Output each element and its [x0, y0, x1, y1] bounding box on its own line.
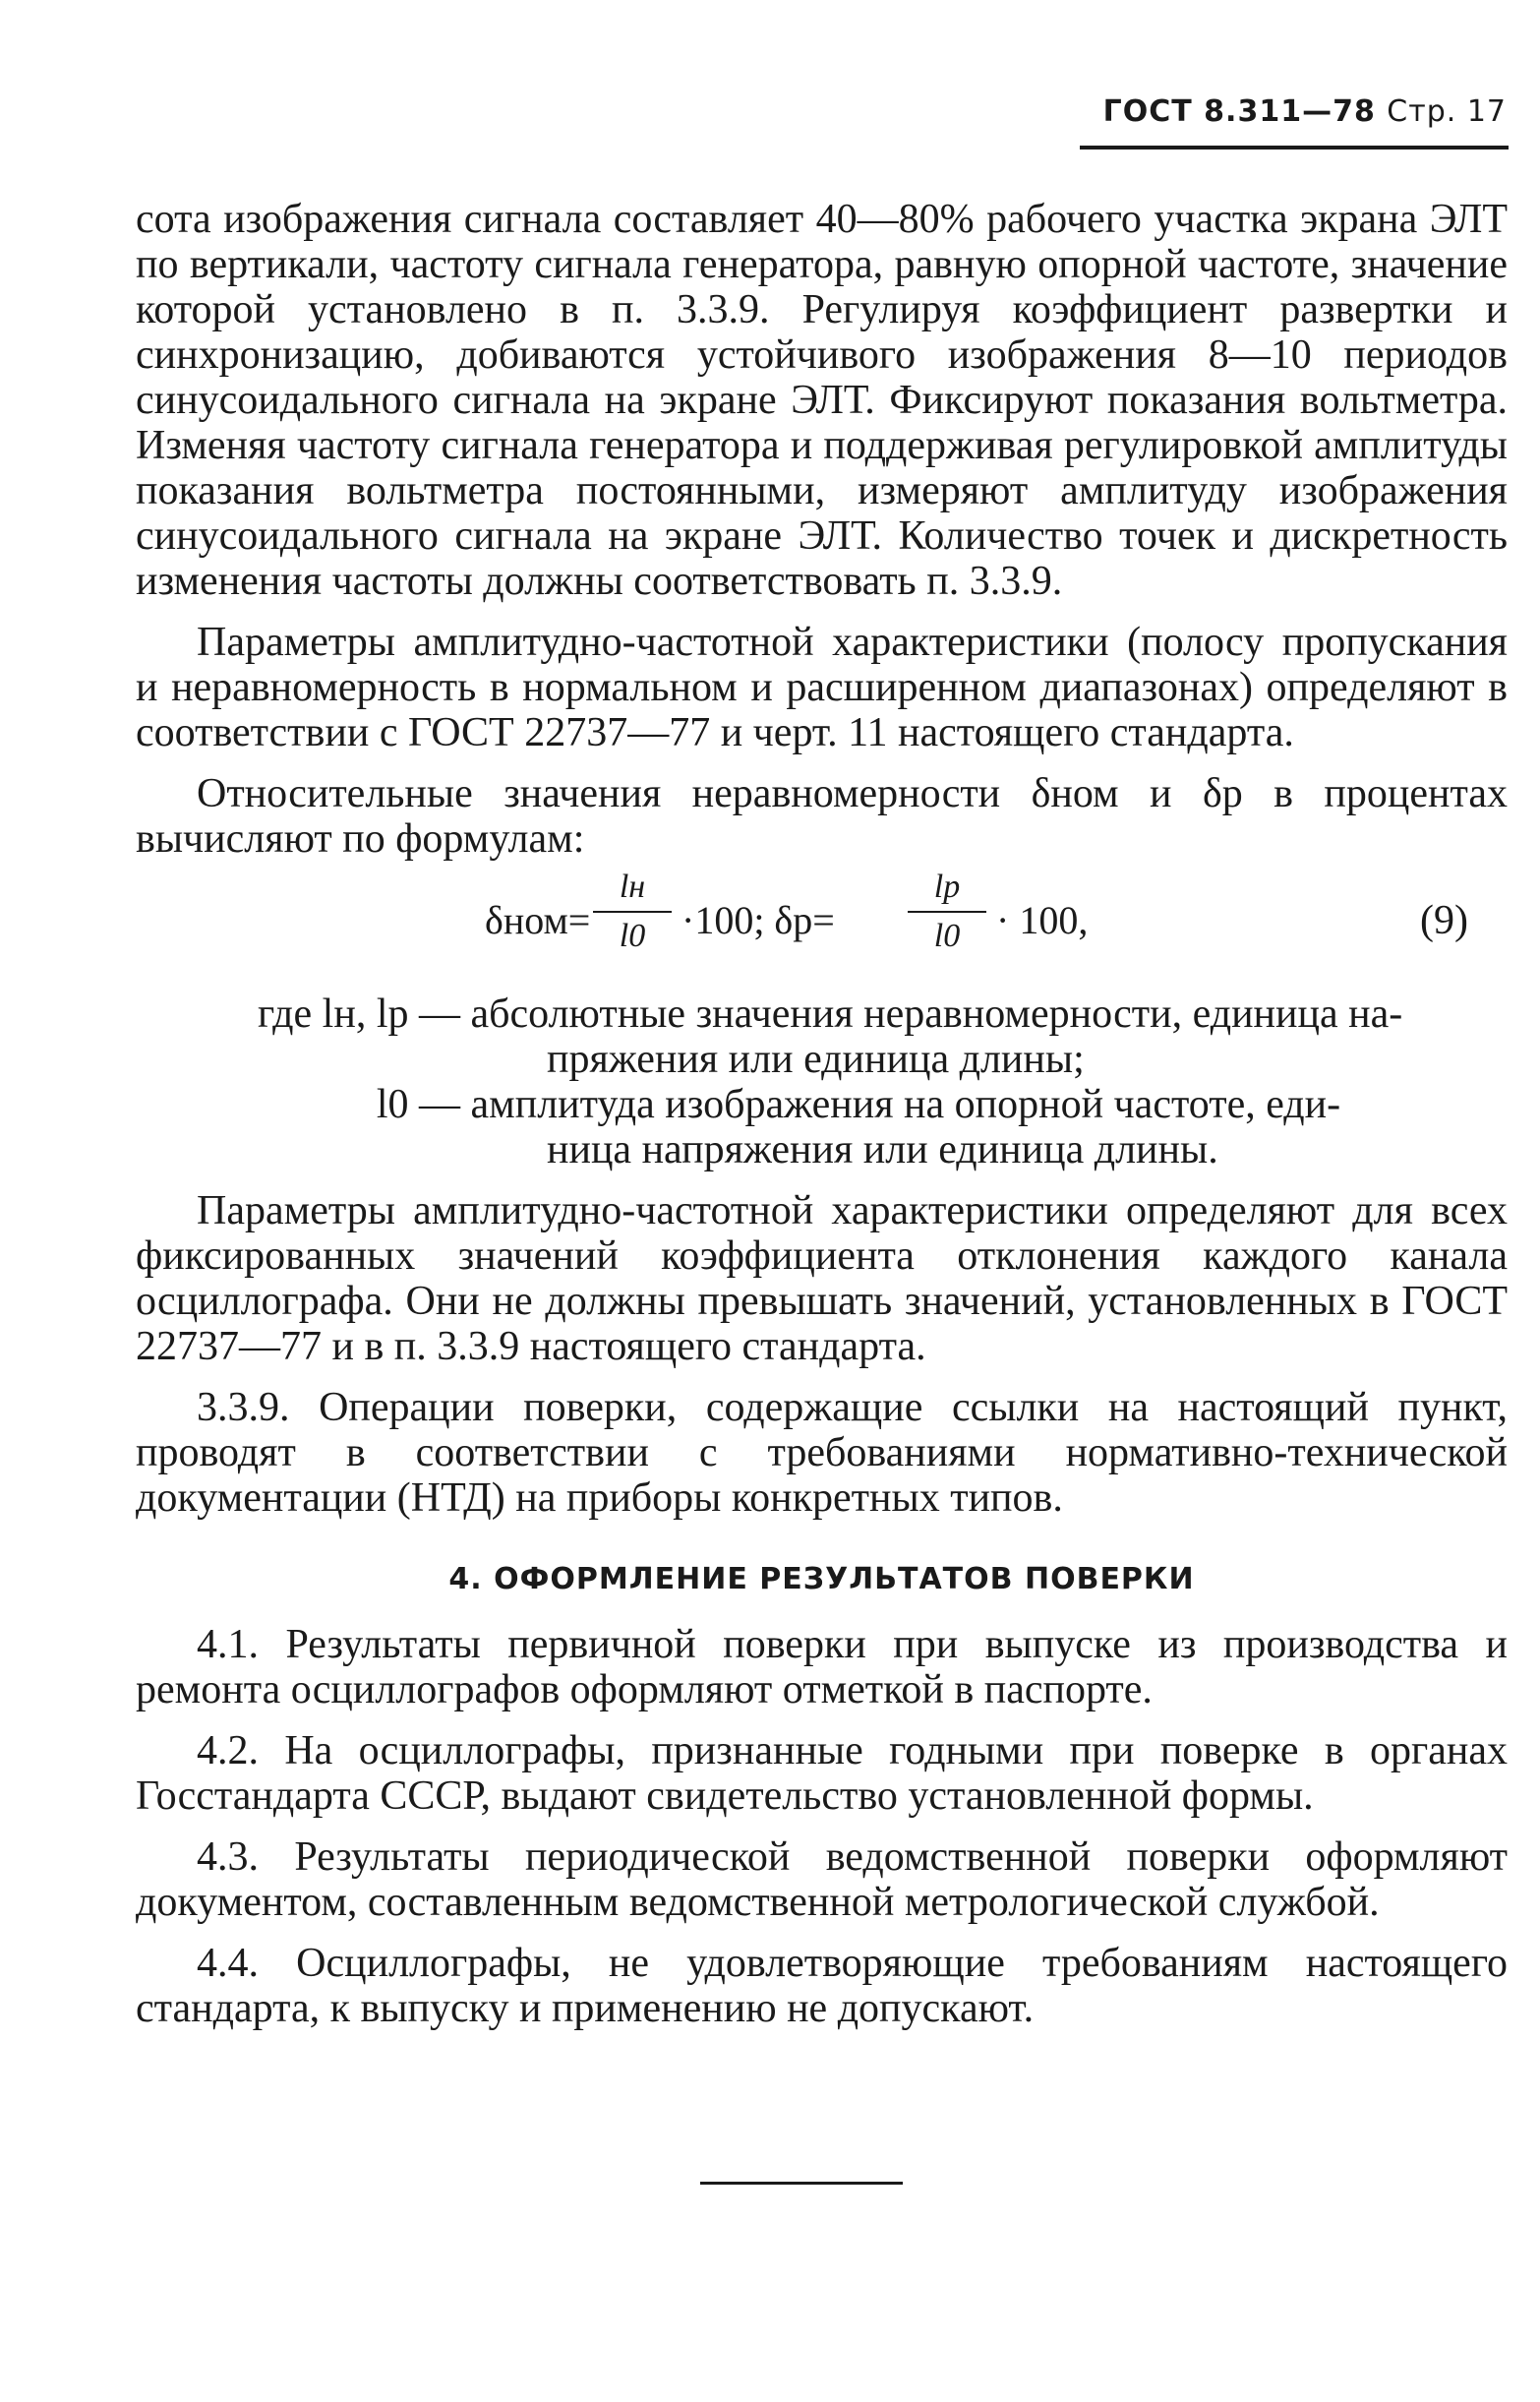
item-4-2: 4.2. На осциллографы, признанные годными при поверке в органах Госстандарта СССР, выдают свидетельство установленной формы.: [136, 1728, 1508, 1819]
where-term-2: l0 —: [376, 1082, 460, 1127]
fraction-p: [908, 868, 986, 956]
formula-lhs-nom: δном=: [485, 898, 591, 942]
where-term-1: где lн, lр —: [258, 991, 460, 1037]
paragraph-relative-values: Относительные значения неравномерности δном и δр в процентах вычисляют по формулам:: [136, 771, 1508, 862]
equation-number: (9): [1420, 898, 1468, 943]
paragraph-3-3-9: 3.3.9. Операции поверки, содержащие ссылки на настоящий пункт, проводят в соответствии с требованиями нормативно-технической документации (НТД) на приборы конкретных типов.: [136, 1385, 1508, 1521]
where-desc-1-cont: пряжения или единица длины;: [547, 1037, 1085, 1082]
page-body: [136, 197, 1508, 2031]
item-4-4: 4.4. Осциллографы, не удовлетворяющие требованиям настоящего стандарта, к выпуску и применению не допускают.: [136, 1941, 1508, 2031]
denominator-l0: l0: [619, 918, 646, 954]
paragraph-afc-limits: Параметры амплитудно-частотной характеристики определяют для всех фиксированных значений коэффициента отклонения каждого канала осциллографа. Они не должны превышать значений, установленных в ГОСТ 22737—77 и в п. 3.3.9 настоящего стандарта.: [136, 1188, 1508, 1369]
paragraph-afc-parameters: Параметры амплитудно-частотной характеристики (полосу пропускания и неравномерность в нормальном и расширенном диапазонах) определяют в соответствии с ГОСТ 22737—77 и черт. 11 настоящего стандарта.: [136, 620, 1508, 755]
item-4-1: 4.1. Результаты первичной поверки при выпуске из производства и ремонта осциллографов оформляют отметкой в паспорте.: [136, 1622, 1508, 1712]
fraction-nom: [593, 868, 672, 956]
formula-9: [136, 868, 1508, 978]
page-number: Стр. 17: [1387, 94, 1507, 129]
formula-middle: ·100; δр=: [681, 898, 835, 942]
header-rule: [1080, 146, 1509, 150]
where-desc-1: абсолютные значения неравномерности, единица на-: [470, 991, 1403, 1037]
where-block: [136, 991, 1508, 1172]
numerator-lp: lр: [933, 869, 961, 905]
where-desc-2: амплитуда изображения на опорной частоте, еди-: [470, 1082, 1341, 1127]
item-4-3: 4.3. Результаты периодической ведомственной поверки оформляют документом, составленным ведомственной метрологической службой.: [136, 1834, 1508, 1925]
numerator-ln: lн: [619, 869, 646, 905]
standard-number: ГОСТ 8.311—78: [1102, 94, 1376, 129]
paragraph-continuation: сота изображения сигнала составляет 40—80% рабочего участка экрана ЭЛТ по вертикали, частоту сигнала генератора, равную опорной частоте, значение которой установлено в п. 3.3.9. Регулируя коэффициент развертки и синхронизацию, добиваются устойчивого изображения 8—10 периодов синусоидального сигнала на экране ЭЛТ. Фиксируют показания вольтметра. Изменяя частоту сигнала генератора и поддерживая регулировкой амплитуды показания вольтметра постоянными, измеряют амплитуду изображения синусоидального сигнала на экране ЭЛТ. Количество точек и дискретность изменения частоты должны соответствовать п. 3.3.9.: [136, 197, 1508, 604]
section-4-title: 4. ОФОРМЛЕНИЕ РЕЗУЛЬТАТОВ ПОВЕРКИ: [448, 1562, 1195, 1596]
running-header: [1082, 94, 1507, 129]
where-desc-2-cont: ница напряжения или единица длины.: [547, 1127, 1218, 1172]
formula-tail: · 100,: [996, 898, 1089, 942]
end-rule: [700, 2182, 903, 2185]
denominator-l0-2: l0: [933, 918, 961, 954]
